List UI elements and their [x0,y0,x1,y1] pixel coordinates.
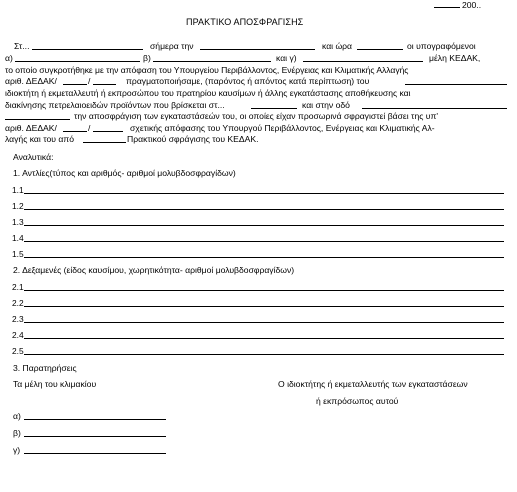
blank-location [251,108,297,109]
text-time: και ώρα [322,41,353,51]
row-line-2-5 [24,354,504,355]
section-3-title: 3. Παρατηρήσεις [13,363,77,373]
text-slash-2: / [88,123,91,133]
blank-member-b [153,61,271,62]
text-decision: σχετικής απόφασης του Υπουργού Περιβάλλοντος, Ενέργειας και Κλιματικής Αλ- [130,123,435,133]
row-line-2-3 [24,322,504,323]
text-member-b: β) [143,53,151,63]
blank-sealing-date [83,142,126,143]
member-line-a [24,419,166,420]
blank-street [362,108,507,109]
row-label-2-3: 2.3 [12,314,24,324]
text-kedak-members: μέλη ΚΕΔΑΚ, [429,53,481,63]
member-label-c: γ) [13,445,21,455]
row-label-2-4: 2.4 [12,330,24,340]
blank-dedak-2b [93,131,123,132]
signature-right-label-2: ή εκπρόσωπος αυτού [316,396,399,406]
row-line-1-4 [24,241,504,242]
member-line-c [24,453,166,454]
text-member-c: και γ) [276,53,297,63]
section-1-title: 1. Αντλίες(τύπος και αριθμός- αριθμοί μολυβδοσφραγίδων) [13,168,236,178]
date-blank [434,7,460,8]
blank-member-a [15,61,140,62]
member-label-a: α) [13,411,21,421]
row-line-2-2 [24,306,504,307]
analytics-label: Αναλυτικά: [13,152,54,162]
text-today: σήμερα την [150,41,194,51]
signature-left-label: Τα μέλη του κλιμακίου [13,379,97,389]
row-label-2-2: 2.2 [12,298,24,308]
member-line-b [24,436,166,437]
blank-time [357,49,403,50]
text-located: διακίνησης πετρελαιοειδών προϊόντων που βρίσκεται στ... [5,100,225,110]
text-sealing-record: Πρακτικού σφράγισης του ΚΕΔΑΚ. [127,134,259,144]
text-street: και στην οδό [302,100,350,110]
section-2-title: 2. Δεξαμενές (είδος καυσίμου, χωρητικότητα- αριθμοί μολυβδοσφραγίδων) [13,265,295,275]
text-slash-1: / [88,76,91,86]
date-suffix: 200.. [462,0,482,10]
blank-date [200,49,315,50]
text-body-line-5: ιδιοκτήτη ή εκμεταλλευτή ή εκπροσώπου του πρατηρίου καυσίμων ή άλλης εγκατάστασης αποθήκευσης και [5,88,411,98]
row-label-2-1: 2.1 [12,282,24,292]
row-line-2-4 [24,338,504,339]
row-label-1-3: 1.3 [12,217,24,227]
row-label-1-1: 1.1 [12,185,24,195]
blank-unsealing [5,119,70,120]
blank-dedak-2a [63,131,87,132]
text-performed: πραγματοποιήσαμε, (παρόντος ή απόντος κατά περίπτωση) του [126,76,370,86]
text-signatories: οι υπογραφόμενοι [407,41,476,51]
text-change-from: λαγής και του από [5,134,75,144]
row-label-1-4: 1.4 [12,233,24,243]
blank-place [32,49,143,50]
row-line-1-5 [24,257,504,258]
text-place-prefix: Στ... [14,41,30,51]
row-label-2-5: 2.5 [12,346,24,356]
row-label-1-2: 1.2 [12,201,24,211]
row-line-2-1 [24,290,504,291]
blank-dedak-1a [63,84,87,85]
document-title: ΠΡΑΚΤΙΚΟ ΑΠΟΣΦΡΑΓΙΣΗΣ [186,17,304,27]
blank-member-c [303,61,423,62]
row-line-1-1 [24,193,504,194]
row-line-1-3 [24,225,504,226]
row-label-1-5: 1.5 [12,249,24,259]
member-label-b: β) [13,428,21,438]
text-dedak-1: αριθ. ΔΕΔΑΚ/ [5,76,57,86]
row-line-1-2 [24,209,504,210]
blank-dedak-1b [93,84,116,85]
text-body-line-3: το οποίο συγκροτήθηκε με την απόφαση του Υπουργείου Περιβάλλοντος, Ενέργειας και Κλιματικής Αλλαγής [5,65,409,75]
text-member-a: α) [5,53,13,63]
text-dedak-2: αριθ. ΔΕΔΑΚ/ [5,123,57,133]
text-unsealing: την αποσφράγιση των εγκαταστάσεών του, οι οποίες είχαν προσωρινά σφραγιστεί βάσει της υπ' [74,111,439,121]
blank-owner [405,84,507,85]
signature-right-label-1: Ο ιδιοκτήτης ή εκμεταλλευτής των εγκαταστάσεων [278,379,468,389]
